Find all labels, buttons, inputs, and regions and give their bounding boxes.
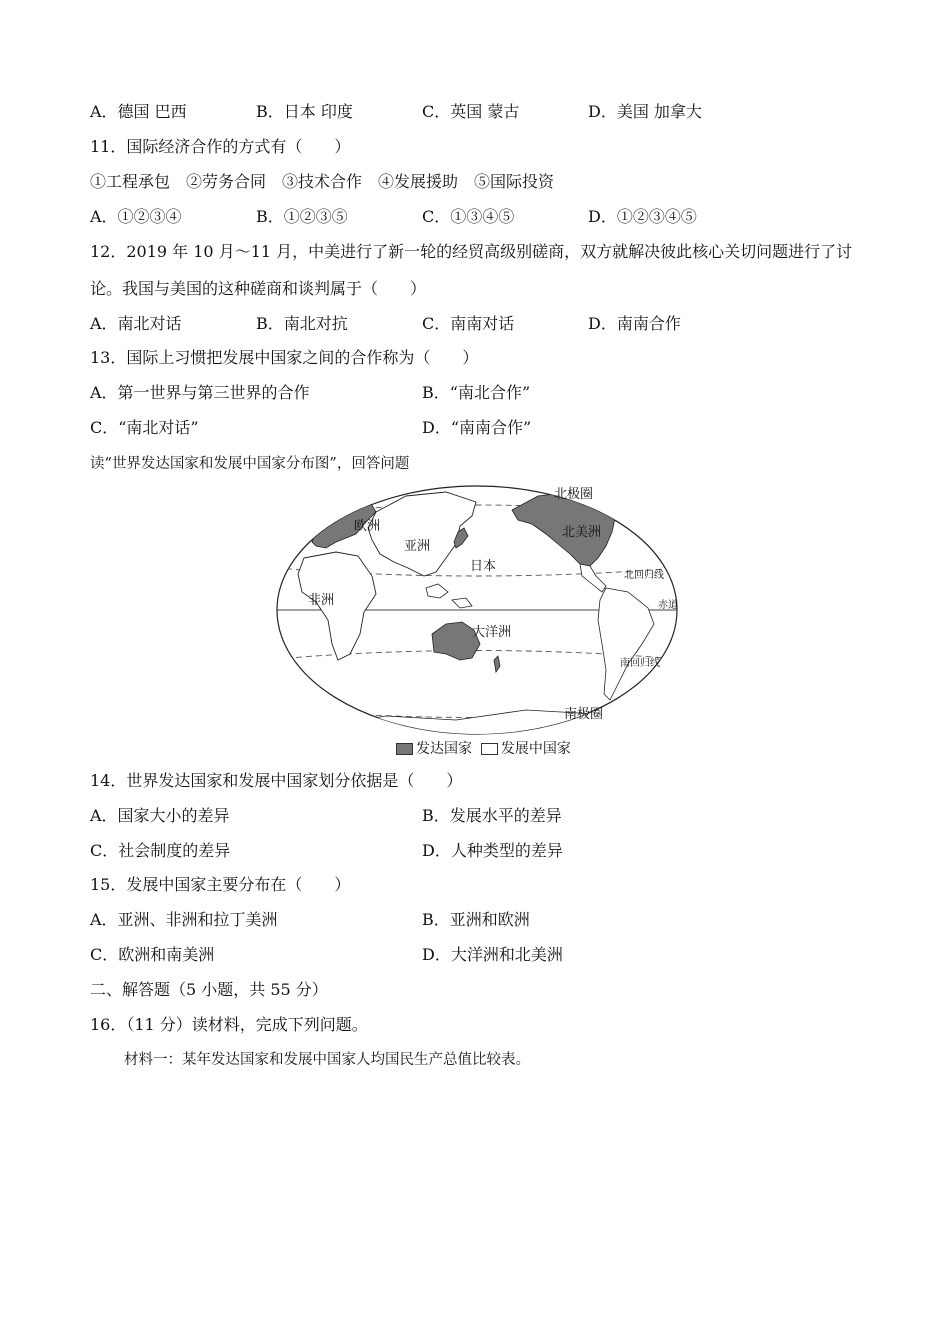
q13-option-b: B．“南北合作” xyxy=(422,383,531,402)
q12-option-c: C．南南对话 xyxy=(422,314,515,333)
q14-option-a: A．国家大小的差异 xyxy=(90,806,230,825)
q10-option-b: B．日本 印度 xyxy=(256,102,353,121)
label-japan: 日本 xyxy=(470,559,497,574)
q15-option-b: B．亚洲和欧洲 xyxy=(422,910,530,929)
q13-option-c: C．“南北对话” xyxy=(90,418,199,437)
section-2-heading: 二、解答题（5 小题，共 55 分） xyxy=(90,980,328,999)
q11-option-c: C．①③④⑤ xyxy=(422,207,515,226)
world-map-svg xyxy=(276,484,678,736)
q12-option-d: D．南南合作 xyxy=(588,314,681,333)
q10-option-c: C．英国 蒙古 xyxy=(422,102,520,121)
q13-stem: 13．国际上习惯把发展中国家之间的合作称为（ ） xyxy=(90,348,479,367)
label-equator: 赤道 xyxy=(658,600,678,611)
q12-stem-line2: 论。我国与美国的这种磋商和谈判属于（ ） xyxy=(90,279,427,298)
q13-option-a: A．第一世界与第三世界的合作 xyxy=(90,383,310,402)
label-oceania: 大洋洲 xyxy=(472,625,512,640)
q14-stem: 14．世界发达国家和发展中国家划分依据是（ ） xyxy=(90,771,463,790)
legend-developing-label: 发展中国家 xyxy=(500,741,571,757)
q15-stem: 15．发展中国家主要分布在（ ） xyxy=(90,875,351,894)
q12-stem-line1: 12．2019 年 10 月～11 月，中美进行了新一轮的经贸高级别磋商，双方就解决彼此核心关切问题进行了讨 xyxy=(90,242,853,261)
label-africa: 非洲 xyxy=(308,593,335,608)
label-north-america: 北美洲 xyxy=(562,525,602,540)
q12-option-a: A．南北对话 xyxy=(90,314,182,333)
legend-developed-label: 发达国家 xyxy=(416,741,472,757)
legend-developing-swatch xyxy=(481,743,498,755)
q16-stem: 16．（11 分）读材料，完成下列问题。 xyxy=(90,1015,368,1034)
q11-items: ①工程承包 ②劳务合同 ③技术合作 ④发展援助 ⑤国际投资 xyxy=(90,172,555,191)
label-europe: 欧洲 xyxy=(354,519,381,534)
q13-option-d: D．“南南合作” xyxy=(422,418,532,437)
q14-option-c: C．社会制度的差异 xyxy=(90,841,231,860)
q11-stem: 11．国际经济合作的方式有（ ） xyxy=(90,137,351,156)
label-arctic-circle: 北极圈 xyxy=(554,487,594,502)
q14-option-b: B．发展水平的差异 xyxy=(422,806,562,825)
q11-option-d: D．①②③④⑤ xyxy=(588,207,697,226)
q15-option-c: C．欧洲和南美洲 xyxy=(90,945,215,964)
q15-option-d: D．大洋洲和北美洲 xyxy=(422,945,563,964)
q11-option-b: B．①②③⑤ xyxy=(256,207,348,226)
q12-option-b: B．南北对抗 xyxy=(256,314,348,333)
map-legend xyxy=(396,740,571,758)
q10-option-a: A．德国 巴西 xyxy=(90,102,187,121)
label-tropic-capricorn: 南回归线 xyxy=(620,658,660,669)
label-tropic-cancer: 北回归线 xyxy=(624,570,664,581)
q16-material-1: 材料一：某年发达国家和发展中国家人均国民生产总值比较表。 xyxy=(124,1052,530,1068)
map-intro: 读“世界发达国家和发展中国家分布图”，回答问题 xyxy=(90,456,410,472)
label-antarctic-circle: 南极圈 xyxy=(564,707,604,722)
q14-option-d: D．人种类型的差异 xyxy=(422,841,563,860)
legend-developed-swatch xyxy=(396,743,413,755)
q15-option-a: A．亚洲、非洲和拉丁美洲 xyxy=(90,910,278,929)
q10-option-d: D．美国 加拿大 xyxy=(588,102,702,121)
label-asia: 亚洲 xyxy=(404,539,431,554)
q11-option-a: A．①②③④ xyxy=(90,207,182,226)
world-map xyxy=(276,484,678,736)
